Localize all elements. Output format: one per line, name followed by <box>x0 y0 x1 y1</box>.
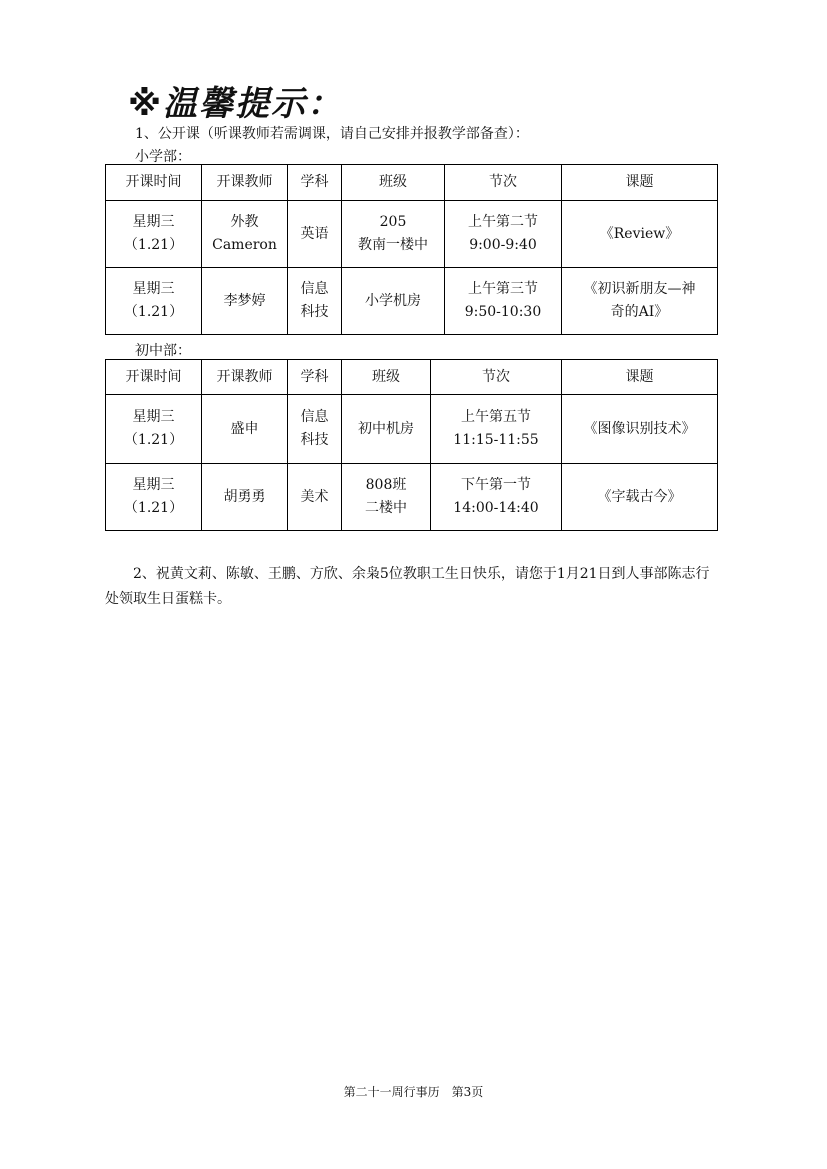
cell-class: 205 教南一楼中 <box>342 201 445 268</box>
middle-section-label: 初中部： <box>135 343 191 359</box>
header-class: 班级 <box>342 360 431 395</box>
page-title: ※温馨提示： <box>128 84 344 124</box>
header-teacher: 开课教师 <box>202 165 288 201</box>
header-time: 开课时间 <box>106 360 202 395</box>
page-footer: 第二十一周行事历 第3页 <box>343 1085 484 1099</box>
header-subject: 学科 <box>288 360 342 395</box>
cell-teacher: 胡勇勇 <box>202 464 288 531</box>
header-time: 开课时间 <box>106 165 202 201</box>
header-period: 节次 <box>445 165 562 201</box>
table-row <box>106 395 718 464</box>
cell-teacher: 李梦婷 <box>202 268 288 335</box>
primary-section-label: 小学部： <box>135 149 191 165</box>
header-topic: 课题 <box>562 165 718 201</box>
cell-class: 小学机房 <box>342 268 445 335</box>
cell-subject: 英语 <box>288 201 342 268</box>
header-class: 班级 <box>342 165 445 201</box>
primary-schedule-table <box>105 164 718 335</box>
cell-subject: 美术 <box>288 464 342 531</box>
cell-period: 上午第五节 11:15-11:55 <box>431 395 562 464</box>
cell-topic: 《初识新朋友—神 奇的AI》 <box>562 268 718 335</box>
cell-time: 星期三 （1.21） <box>106 201 202 268</box>
table-row <box>106 201 718 268</box>
table-header-row <box>106 165 718 201</box>
cell-period: 上午第三节 9:50-10:30 <box>445 268 562 335</box>
header-teacher: 开课教师 <box>202 360 288 395</box>
cell-teacher: 盛申 <box>202 395 288 464</box>
cell-subject: 信息 科技 <box>288 268 342 335</box>
cell-time: 星期三 （1.21） <box>106 268 202 335</box>
header-topic: 课题 <box>562 360 718 395</box>
cell-teacher: 外教 Cameron <box>202 201 288 268</box>
table-header-row <box>106 360 718 395</box>
table-row <box>106 268 718 335</box>
cell-subject: 信息 科技 <box>288 395 342 464</box>
header-period: 节次 <box>431 360 562 395</box>
header-subject: 学科 <box>288 165 342 201</box>
cell-period: 上午第二节 9:00-9:40 <box>445 201 562 268</box>
cell-time: 星期三 （1.21） <box>106 464 202 531</box>
cell-topic: 《图像识别技术》 <box>562 395 718 464</box>
cell-period: 下午第一节 14:00-14:40 <box>431 464 562 531</box>
birthday-notice: 2、祝黄文莉、陈敏、王鹏、方欣、余枭5位教职工生日快乐，请您于1月21日到人事部陈志行处领取生日蛋糕卡。 <box>105 566 710 607</box>
table-row <box>106 464 718 531</box>
cell-topic: 《字载古今》 <box>562 464 718 531</box>
cell-time: 星期三 （1.21） <box>106 395 202 464</box>
cell-class: 初中机房 <box>342 395 431 464</box>
item-1-heading: 1、公开课（听课教师若需调课，请自己安排并报教学部备查）： <box>135 126 529 142</box>
cell-class: 808班 二楼中 <box>342 464 431 531</box>
cell-topic: 《Review》 <box>562 201 718 268</box>
middle-schedule-table <box>105 359 718 531</box>
